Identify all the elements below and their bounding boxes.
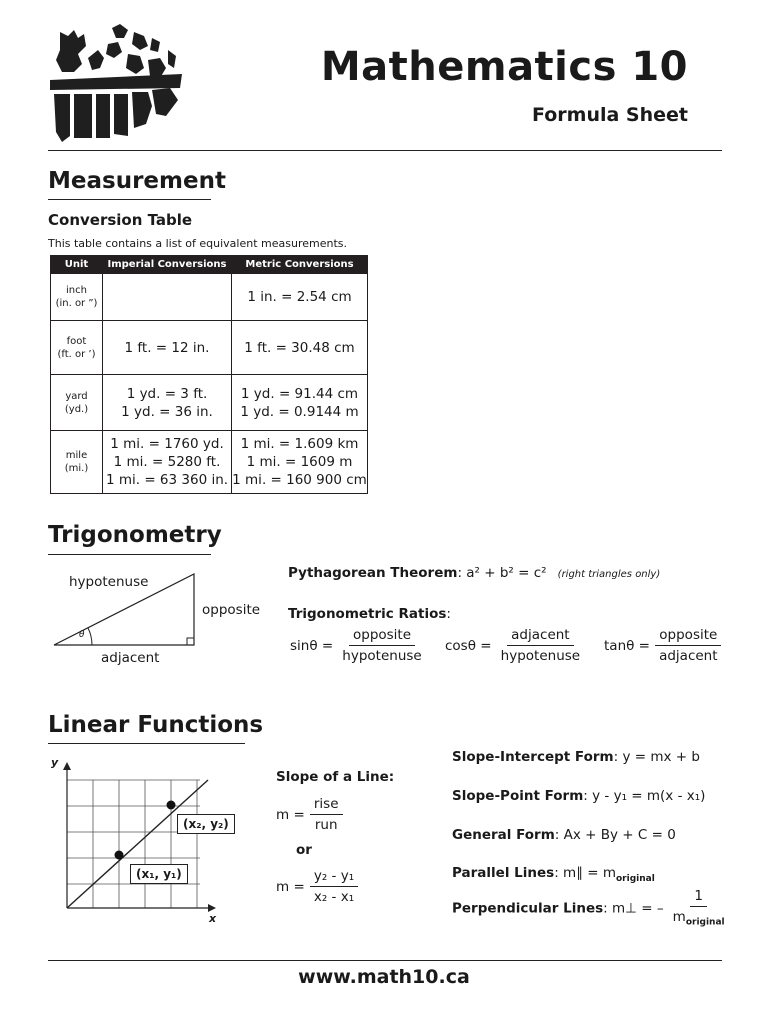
perpendicular-lines: Perpendicular Lines: m⊥ = – $\frac{1}{m_{original}}$ [452, 888, 729, 928]
metric-line: 1 mi. = 1.609 km [240, 436, 359, 452]
rise-run-fraction: $\frac{\text{rise}}{\text{run}}$ [310, 796, 343, 833]
slope-rise-run [276, 796, 343, 833]
measurement-underline [48, 199, 211, 200]
measurement-heading: Measurement [48, 168, 226, 194]
tangent-fraction: $\frac{\text{opposite}}{\text{adjacent}}$ [655, 627, 721, 664]
column-header-metric: Metric Conversions [232, 256, 368, 274]
conversion-table-note: This table contains a list of equivalent measurements. [48, 237, 347, 250]
column-header-unit: Unit [51, 256, 103, 274]
sine-formula [290, 627, 426, 664]
unit-cell [51, 375, 103, 431]
slope-m-equals: m = [276, 879, 305, 895]
page-subtitle: Formula Sheet [532, 104, 688, 126]
sine-lhs: sinθ = [290, 638, 334, 654]
point-two-label: (x₂, y₂) [177, 814, 235, 834]
general-form: General Form: Ax + By + C = 0 [452, 827, 676, 843]
imperial-line: 1 mi. = 5280 ft. [113, 454, 221, 470]
tangent-lhs: tanθ = [604, 638, 650, 654]
unit-cell [51, 274, 103, 321]
right-angle-marker [187, 638, 194, 645]
unit-name: foot [66, 335, 87, 347]
imperial-line: 1 yd. = 3 ft. [126, 385, 208, 402]
linear-functions-underline [48, 743, 245, 744]
trigonometry-heading: Trigonometry [48, 522, 222, 548]
pythagorean-note: (right triangles only) [557, 569, 661, 580]
slope-heading: Slope of a Line: [276, 769, 395, 785]
metric-line: 1 ft. = 30.48 cm [244, 339, 355, 356]
conversion-table-title: Conversion Table [48, 211, 193, 229]
pythagorean-formula: a² + b² = c² [466, 565, 547, 581]
metric-line: 1 yd. = 91.44 cm [240, 385, 359, 402]
cosine-fraction: $\frac{\text{adjacent}}{\text{hypotenuse}}$ [500, 627, 581, 664]
metric-cell [232, 274, 368, 321]
unit-cell [51, 431, 103, 494]
hypotenuse-label: hypotenuse [69, 574, 149, 590]
slope-coordinates [276, 868, 358, 905]
unit-name: yard [65, 390, 88, 402]
table-row [51, 375, 368, 431]
x-axis-label: x [209, 912, 217, 925]
imperial-cell [103, 274, 232, 321]
trig-ratios-heading: Trigonometric Ratios: [288, 606, 451, 622]
imperial-line: 1 ft. = 12 in. [124, 339, 210, 356]
unit-name: mile [65, 450, 88, 461]
adjacent-label: adjacent [101, 650, 160, 666]
imperial-cell [103, 321, 232, 375]
sloped-line [67, 780, 208, 908]
pythagorean-theorem: Pythagorean Theorem: a² + b² = c² (right triangles only) [288, 565, 661, 581]
slope-graph-diagram [48, 758, 224, 928]
point-two [167, 801, 176, 810]
or-label: or [296, 842, 312, 858]
header-divider [48, 150, 722, 151]
imperial-cell [103, 375, 232, 431]
table-row [51, 274, 368, 321]
unit-cell [51, 321, 103, 375]
slope-intercept-form: Slope-Intercept Form: y = mx + b [452, 749, 700, 765]
metric-line: 1 in. = 2.54 cm [247, 289, 352, 305]
theta-label: θ [79, 630, 85, 640]
unit-abbr: (ft. or ’) [57, 348, 96, 360]
slope-m-equals: m = [276, 807, 305, 823]
canada-map-logo [48, 24, 184, 146]
page-title: Mathematics 10 [320, 44, 688, 90]
metric-cell [232, 431, 368, 494]
x-axis-arrow [208, 904, 216, 912]
table-header-row [51, 256, 368, 274]
point-one-label: (x₁, y₁) [130, 864, 188, 884]
parallel-lines: Parallel Lines: m∥ = $m_{original}$ [452, 865, 655, 885]
metric-cell [232, 375, 368, 431]
unit-abbr: (yd.) [64, 403, 89, 415]
trigonometry-underline [48, 554, 211, 555]
column-header-imperial: Imperial Conversions [103, 256, 232, 274]
table-row [51, 431, 368, 494]
imperial-line: 1 mi. = 1760 yd. [110, 436, 224, 452]
opposite-label: opposite [202, 602, 261, 618]
imperial-cell [103, 431, 232, 494]
table-row [51, 321, 368, 375]
angle-arc [88, 628, 92, 645]
unit-abbr: (mi.) [64, 463, 89, 474]
footer-url: www.math10.ca [298, 966, 470, 988]
point-one [115, 851, 124, 860]
graph-grid [67, 780, 200, 908]
metric-line: 1 mi. = 160 900 cm [232, 472, 367, 488]
slope-point-form: Slope-Point Form: y - y₁ = m(x - x₁) [452, 788, 706, 804]
imperial-line: 1 mi. = 63 360 in. [105, 472, 229, 488]
cosine-lhs: cosθ = [445, 638, 492, 654]
conversion-table [50, 255, 368, 494]
metric-cell [232, 321, 368, 375]
tangent-formula [604, 627, 722, 664]
unit-name: inch [66, 285, 87, 296]
y-axis-arrow [63, 762, 71, 770]
y-axis-label: y [51, 756, 59, 769]
metric-line: 1 yd. = 0.9144 m [240, 403, 359, 420]
coordinate-fraction: $\frac{\text{y₂ - y₁}}{\text{x₂ - x₁}}$ [310, 868, 358, 905]
sine-fraction: $\frac{\text{opposite}}{\text{hypotenuse}}$ [342, 627, 422, 664]
metric-line: 1 mi. = 1609 m [246, 454, 353, 470]
pythagorean-label: Pythagorean Theorem [288, 565, 458, 581]
linear-functions-heading: Linear Functions [48, 712, 264, 738]
footer-divider [48, 960, 722, 961]
unit-abbr: (in. or ”) [55, 298, 98, 309]
imperial-line: 1 yd. = 36 in. [121, 403, 213, 420]
perpendicular-fraction: $\frac{1}{m_{original}}$ [672, 888, 725, 928]
cosine-formula [445, 627, 584, 664]
